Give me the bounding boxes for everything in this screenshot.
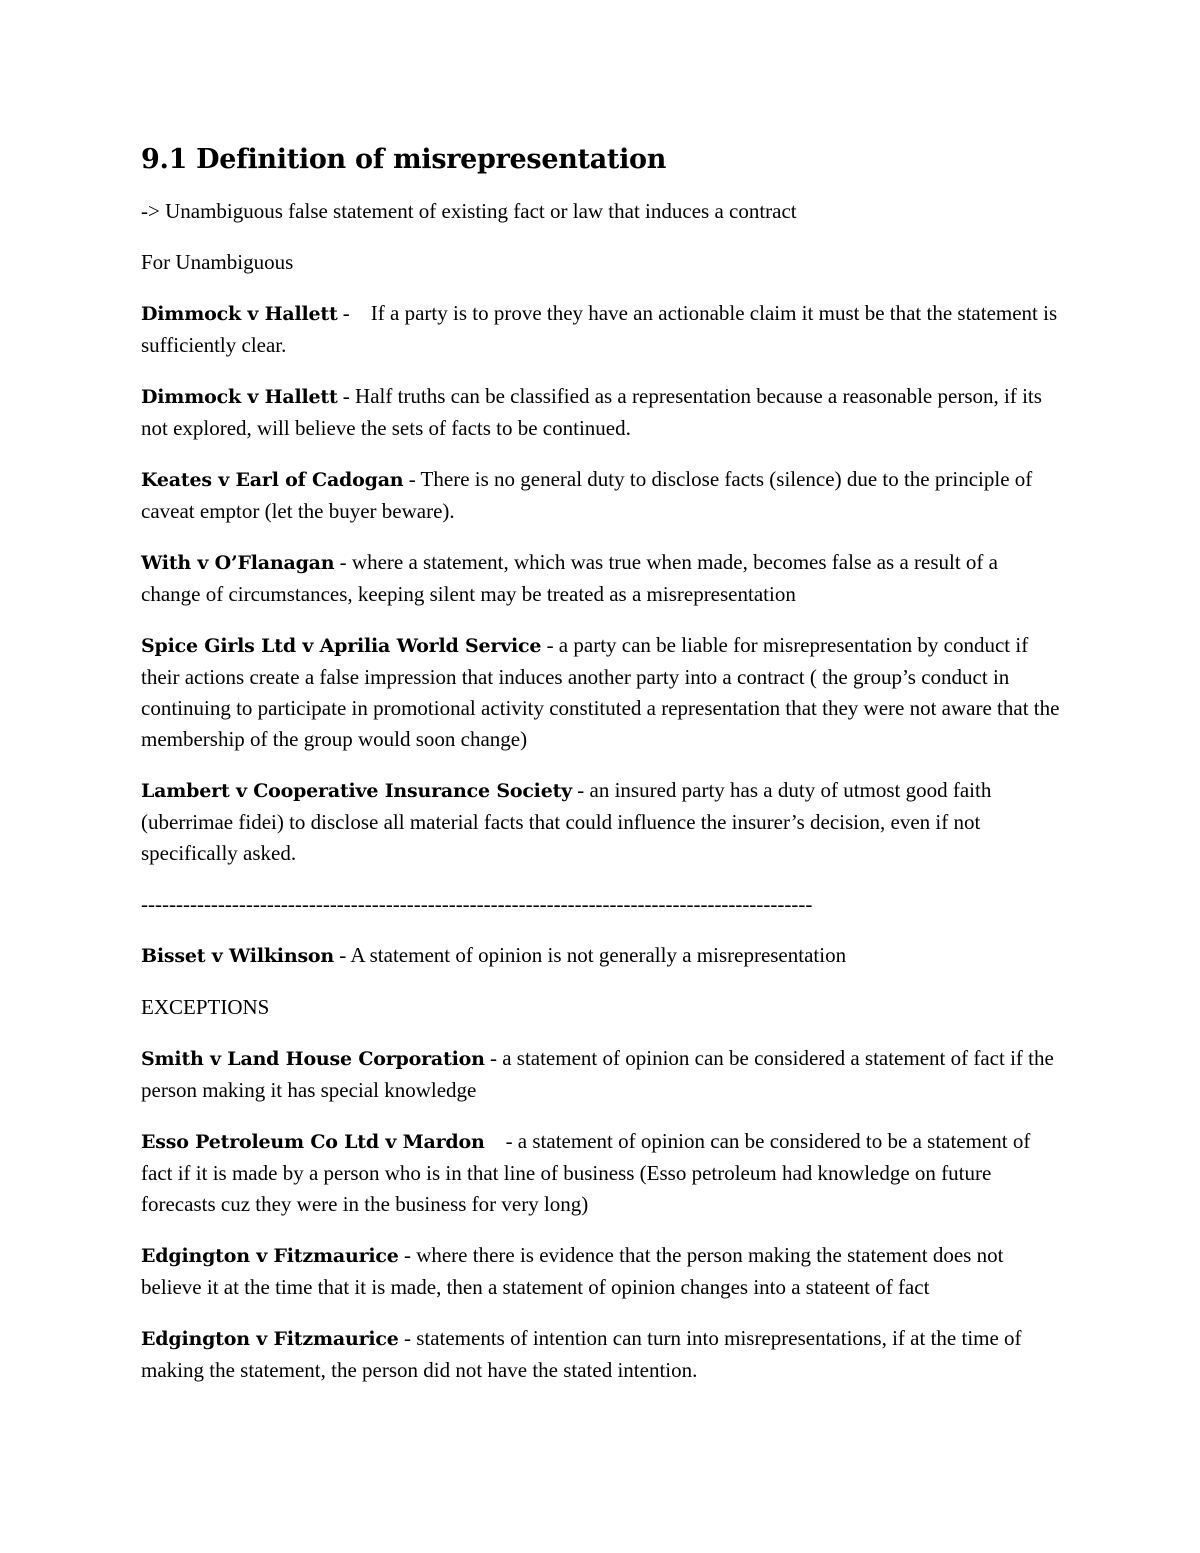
section-heading: 9.1 Definition of misrepresentation: [141, 144, 667, 175]
document-body: [141, 140, 1061, 1406]
case-description: - A statement of opinion is not generally a misrepresentation: [334, 943, 847, 967]
case-name: Edgington v Fitzmaurice: [141, 1245, 399, 1267]
case-description: - If a party is to prove they have an actionable claim it must be that the statement is sufficiently clear.: [141, 301, 1063, 357]
case-name: Dimmock v Hallett: [141, 386, 338, 408]
case-entry: [141, 298, 1061, 361]
case-name: Edgington v Fitzmaurice: [141, 1328, 399, 1350]
case-entry: [141, 381, 1061, 444]
case-entry: [141, 547, 1061, 610]
case-name: Dimmock v Hallett: [141, 303, 338, 325]
case-entry: [141, 1126, 1061, 1220]
case-entry-opinion: [141, 940, 1061, 972]
case-description: - a party can be liable for misrepresentation by conduct if their actions create a false impression that induces another party into a contract ( the group’s conduct in continuing to participate in promotional activity constituted a representation that they were not aware that the membership of the group would soon change): [141, 633, 1060, 751]
case-name: Lambert v Cooperative Insurance Society: [141, 780, 573, 802]
case-name: Bisset v Wilkinson: [141, 945, 335, 967]
case-entry: [141, 1240, 1061, 1303]
definition-line: -> Unambiguous false statement of existing fact or law that induces a contract: [141, 199, 797, 223]
case-name: Spice Girls Ltd v Aprilia World Service: [141, 635, 542, 657]
case-entry: [141, 630, 1061, 755]
case-name: With v O’Flanagan: [141, 552, 335, 574]
exceptions-label: EXCEPTIONS: [141, 995, 270, 1019]
case-entry: [141, 775, 1061, 869]
case-description: - statements of intention can turn into misrepresentations, if at the time of making the statement, the person did not have the stated intention.: [141, 1326, 1022, 1382]
case-name: Keates v Earl of Cadogan: [141, 469, 404, 491]
case-description: - There is no general duty to disclose facts (silence) due to the principle of caveat emptor (let the buyer beware).: [141, 467, 1033, 523]
case-description: - a statement of opinion can be considered a statement of fact if the person making it has special knowledge: [141, 1046, 1054, 1102]
case-description: - a statement of opinion can be considered to be a statement of fact if it is made by a person who is in that line of business (Esso petroleum had knowledge on future forecasts cuz they were in the business for very long): [141, 1129, 1036, 1216]
case-description: - where a statement, which was true when made, becomes false as a result of a change of circumstances, keeping silent may be treated as a misrepresentation: [141, 550, 998, 606]
case-description: - Half truths can be classified as a representation because a reasonable person, if its not explored, will believe the sets of facts to be continued.: [141, 384, 1042, 440]
case-name: Smith v Land House Corporation: [141, 1048, 485, 1070]
case-description: - where there is evidence that the person making the statement does not believe it at the time that it is made, then a statement of opinion changes into a stateent of fact: [141, 1243, 1004, 1299]
case-name: Esso Petroleum Co Ltd v Mardon: [141, 1131, 485, 1153]
case-entry: [141, 1323, 1061, 1386]
separator-line: ------------------------------------------------------------------------------------------------: [141, 892, 813, 916]
case-entry: [141, 1043, 1061, 1106]
subheading-unambiguous: For Unambiguous: [141, 250, 294, 274]
case-description: - an insured party has a duty of utmost good faith (uberrimae fidei) to disclose all material facts that could influence the insurer’s decision, even if not specifically asked.: [141, 778, 992, 865]
case-entry: [141, 464, 1061, 527]
